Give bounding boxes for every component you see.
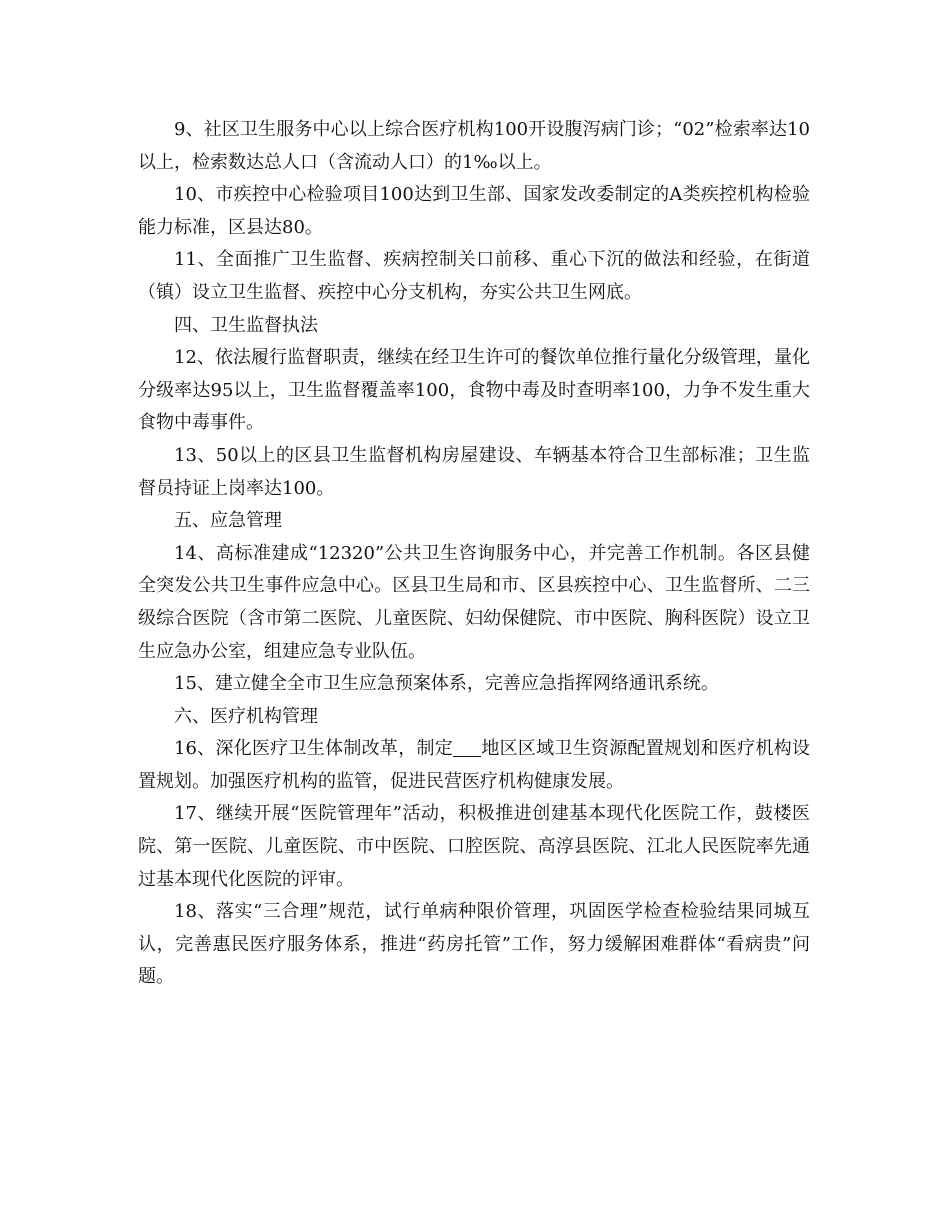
paragraph-16-start: 16、深化医疗卫生体制改革，制定 xyxy=(174,738,454,760)
paragraph-16 xyxy=(138,733,810,798)
paragraph-11: 11、全面推广卫生监督、疾病控制关口前移、重心下沉的做法和经验，在街道（镇）设立卫生监督、疾控中心分支机构，夯实公共卫生网底。 xyxy=(138,249,810,303)
paragraph-13: 13、50以上的区县卫生监督机构房屋建设、车辆基本符合卫生部标准；卫生监督员持证上岗率达100。 xyxy=(138,444,810,499)
blank-fill-line xyxy=(453,738,481,757)
paragraph-14: 14、高标准建成“12320”公共卫生咨询服务中心，并完善工作机制。各区县健全突发公共卫生事件应急中心。区县卫生局和市、区县疾控中心、卫生监督所、二三级综合医院（含市第二医院、儿童医院、妇幼保健院、市中医院、胸科医院）设立卫生应急办公室，组建应急专业队伍。 xyxy=(138,542,810,662)
document-body xyxy=(138,114,810,994)
section-heading-5: 五、应急管理 xyxy=(174,510,282,532)
section-heading-4: 四、卫生监督执法 xyxy=(174,314,318,336)
paragraph-17: 17、继续开展“医院管理年”活动，积极推进创建基本现代化医院工作，鼓楼医院、第一医院、儿童医院、市中医院、口腔医院、高淳县医院、江北人民医院率先通过基本现代化医院的评审。 xyxy=(138,803,810,890)
section-heading-6: 六、医疗机构管理 xyxy=(174,705,318,727)
paragraph-9: 9、社区卫生服务中心以上综合医疗机构100开设腹泻病门诊；“02”检索率达10以上，检索数达总人口（含流动人口）的1‰以上。 xyxy=(138,119,810,173)
paragraph-18: 18、落实“三合理”规范，试行单病种限价管理，巩固医学检查检验结果同城互认，完善惠民医疗服务体系，推进“药房托管”工作，努力缓解困难群体“看病贵”问题。 xyxy=(138,901,810,988)
paragraph-16-end: 地区区域卫生资源配置规划和医疗机构设置规划。加强医疗机构的监管，促进民营医疗机构健康发展。 xyxy=(138,738,811,792)
paragraph-10: 10、市疾控中心检验项目100达到卫生部、国家发改委制定的A类疾控机构检验能力标准，区县达80。 xyxy=(138,184,810,238)
paragraph-12: 12、依法履行监督职责，继续在经卫生许可的餐饮单位推行量化分级管理，量化分级率达95以上，卫生监督覆盖率100，食物中毒及时查明率100，力争不发生重大食物中毒事件。 xyxy=(138,347,810,434)
paragraph-15: 15、建立健全全市卫生应急预案体系，完善应急指挥网络通讯系统。 xyxy=(174,673,719,695)
